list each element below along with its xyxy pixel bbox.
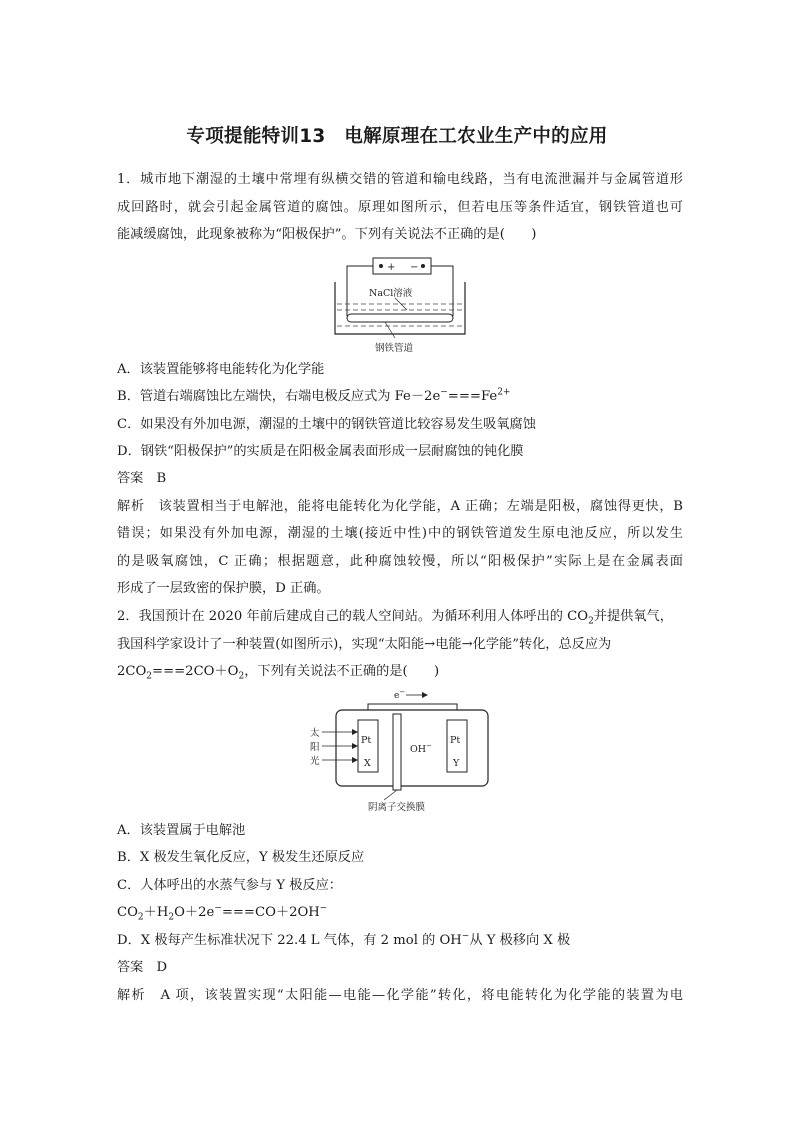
right-wire: [431, 266, 453, 316]
q2-stem-line-1: 2．我国预计在 2020 年前后建成自己的载人空间站。为循环利用人体呼出的 $CO_2$并提供氧气，: [117, 609, 673, 627]
steel-pipe: [347, 314, 453, 322]
q2-option-c: C．人体呼出的水蒸气参与 Y 极反应：: [117, 878, 342, 893]
q1-analysis-line-4: 形成了一层致密的保护膜，D 正确。: [117, 581, 330, 596]
electrode-x-bottom-label: X: [364, 758, 371, 769]
hydroxide-ion-label: OH−: [410, 742, 432, 755]
steel-pipe-label: 钢铁管道: [375, 343, 414, 354]
q2-option-a: A．该装置属于电解池: [117, 823, 246, 838]
minus-sign: −: [410, 262, 419, 273]
q1-option-d: D．钢铁“阳极保护”的实质是在阳极金属表面形成一层耐腐蚀的钝化膜: [117, 444, 524, 459]
negative-terminal: [421, 264, 425, 268]
electron-label: e−: [394, 688, 406, 701]
positive-terminal: [379, 264, 383, 268]
q1-stem-line-2: 成回路时，就会引起金属管道的腐蚀。原理如图所示，但若电压等条件适宜，钢铁管道也可: [117, 200, 683, 215]
sunlight-char-2: 阳: [310, 742, 320, 753]
q2-stem-line-2: 我国科学家设计了一种装置(如图所示)，实现“太阳能→电能→化学能”转化，总反应为: [117, 637, 612, 652]
page-title: 专项提能特训13 电解原理在工农业生产中的应用: [186, 126, 608, 147]
q1-electrolysis-figure: [325, 252, 475, 356]
q2-device-figure: [302, 686, 494, 812]
q1-answer: 答案 B: [117, 471, 167, 486]
electrode-y-bottom-label: Y: [453, 758, 460, 769]
plus-sign: +: [387, 262, 396, 273]
q1-stem-line-3: 能减缓腐蚀，此现象被称为“阳极保护”。下列有关说法不正确的是( ): [117, 227, 537, 242]
membrane-label: 阴离子交换膜: [368, 802, 426, 812]
sunlight-char-1: 太: [310, 728, 320, 739]
q2-answer: 答案 D: [117, 960, 168, 975]
electrode-x-top-label: Pt: [361, 735, 372, 746]
q1-stem-line-1: 1．城市地下潮湿的土壤中常埋有纵横交错的管道和输电线路，当有电流泄漏并与金属管道形: [117, 172, 683, 187]
q1-analysis-line-1: 解析 该装置相当于电解池，能将电能转化为化学能，A 正确；左端是阳极，腐蚀得更快，B: [117, 499, 683, 514]
sunlight-char-3: 光: [310, 756, 320, 767]
q1-analysis-line-3: 的是吸氧腐蚀，C 正确；根据题意，此种腐蚀较慢，所以“阳极保护”实际上是在金属表面: [117, 554, 683, 569]
q1-option-c: C．如果没有外加电源，潮湿的土壤中的钢铁管道比较容易发生吸氧腐蚀: [117, 417, 536, 432]
electrode-y-top-label: Pt: [450, 735, 461, 746]
q2-option-c-equation: $CO_2+H_2O+2e^-===CO+2OH^-$: [117, 903, 328, 923]
anion-exchange-membrane: [393, 714, 401, 790]
q2-option-b: B．X 极发生氧化反应，Y 极发生还原反应: [117, 850, 365, 865]
q1-option-a: A．该装置能够将电能转化为化学能: [117, 362, 325, 377]
q2-analysis-line-1: 解析 A 项，该装置实现“太阳能—电能—化学能”转化，将电能转化为化学能的装置为电: [117, 988, 683, 1003]
q1-analysis-line-2: 错误；如果没有外加电源，潮湿的土壤(接近中性)中的钢铁管道发生原电池反应，所以发生: [117, 526, 683, 541]
q2-option-d: D．X 极每产生标准状况下 22.4 L 气体，有 2 mol 的 OH−从 Y 极移向 X 极: [117, 931, 571, 948]
q1-option-b: B．管道右端腐蚀比左端快，右端电极反应式为 $Fe-2e^-===Fe^{2+}$: [117, 387, 511, 404]
q2-stem-line-3: $2CO_2===2CO+O_2$，下列有关说法不正确的是( ): [117, 664, 440, 682]
nacl-solution-label: NaCl溶液: [369, 288, 413, 299]
